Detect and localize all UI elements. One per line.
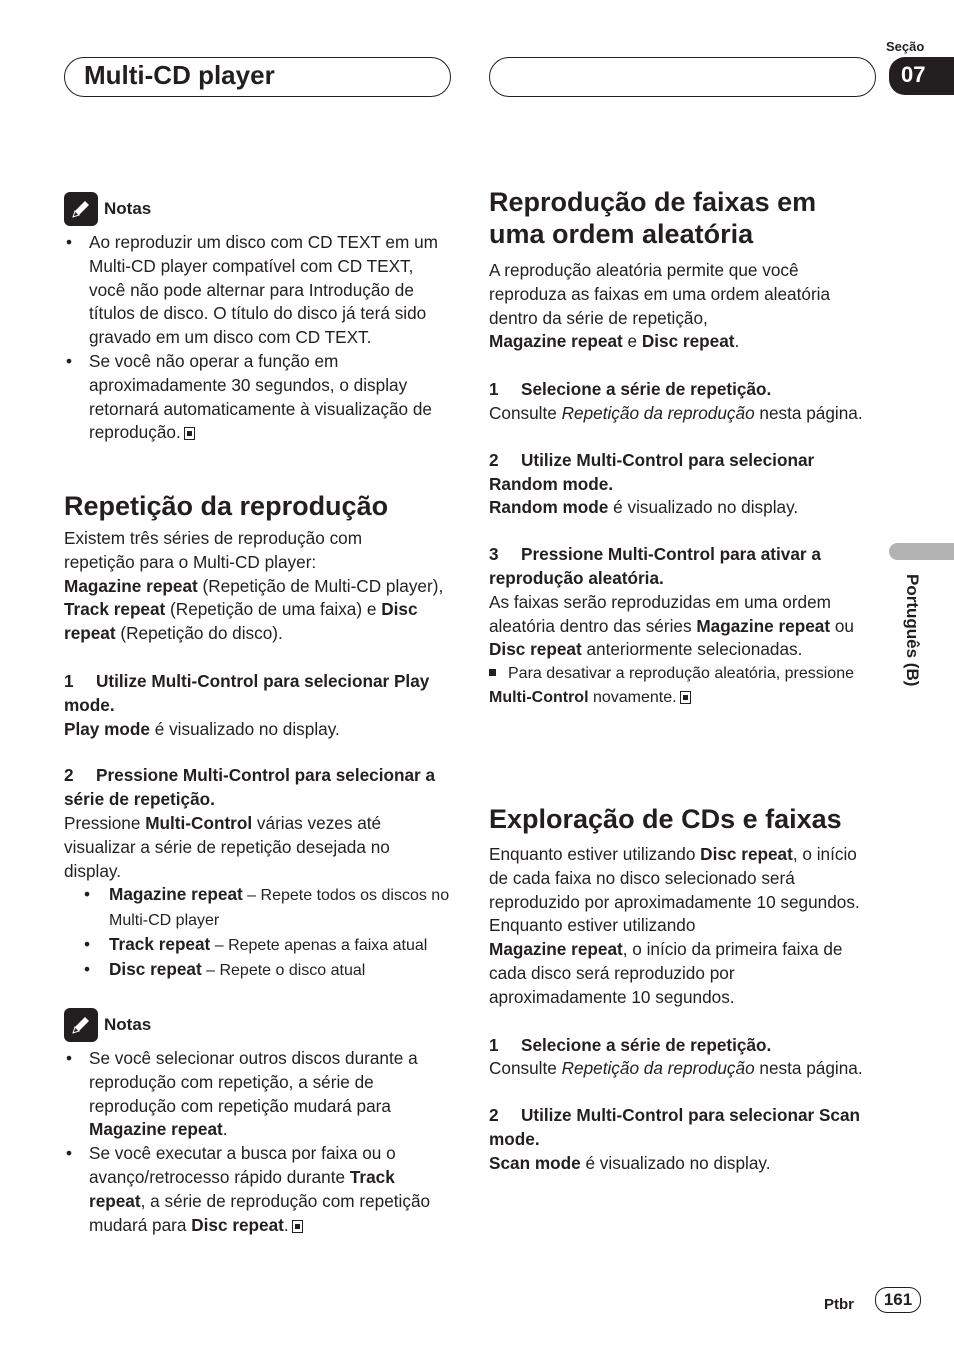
step-1-title: 1 Selecione a série de repetição. xyxy=(489,379,772,400)
step-2-title: 2 Utilize Multi-Control para selecionar Scan mode. xyxy=(489,1105,861,1149)
pencil-note-icon xyxy=(64,192,98,226)
scan-section xyxy=(489,803,877,1176)
section-number-badge: 07 xyxy=(889,57,954,95)
repeat-section xyxy=(64,490,452,983)
random-intro-series: Magazine repeat e Disc repeat. xyxy=(489,331,740,352)
step-2-title: 2 Utilize Multi-Control para selecionar Random mode. xyxy=(489,449,815,494)
step-3-title: 3 Pressione Multi-Control para ativar a reprodução aleatória. xyxy=(489,544,821,588)
step-2-text: Pressione Multi-Control várias vezes até visualizar a série de repetição desejada no display. xyxy=(64,812,390,881)
step-2-text: Scan mode é visualizado no display. xyxy=(489,1152,771,1173)
tip-text: Para desativar a reprodução aleatória, pressione Multi-Control novamente. xyxy=(489,665,854,706)
repeat-intro: Existem três séries de reprodução com repetição para o Multi-CD player: xyxy=(64,528,363,572)
notes-label: Notas xyxy=(104,199,152,219)
random-heading: Reprodução de faixas em uma ordem aleatória xyxy=(489,187,817,249)
end-mark-icon xyxy=(184,427,195,440)
note-item: • Ao reproduzir um disco com CD TEXT em um Multi-CD player compatível com CD TEXT, você não pode alternar para Introdução de títulos de disco. O título do disco já terá sido gravado em um disco com CD TEXT. xyxy=(64,231,452,350)
note-item: • Se você executar a busca por faixa ou o avanço/retrocesso rápido durante Track repeat, a série de reprodução com repetição mudará para Disc repeat. xyxy=(64,1142,452,1237)
step-1-title: 1 Utilize Multi-Control para selecionar Play mode. xyxy=(64,670,430,715)
notes-block-1 xyxy=(64,192,452,445)
step-2-title: 2 Pressione Multi-Control para selecionar a série de repetição. xyxy=(64,765,436,810)
notes-block-2 xyxy=(64,1008,452,1237)
language-tab-bar xyxy=(889,543,954,560)
footer-lang-code: Ptbr xyxy=(824,1296,854,1313)
step-1-text: Consulte Repetição da reprodução nesta página. xyxy=(489,402,863,423)
step-3-text: As faixas serão reproduzidas em uma ordem aleatória dentro das séries Magazine repeat ou Disc repeat anteriormente selecionadas. xyxy=(489,591,854,660)
note-item: • Se você não operar a função em aproximadamente 30 segundos, o display retornará automaticamente à visualização de reprodução. xyxy=(64,350,452,445)
end-mark-icon xyxy=(292,1220,303,1233)
page-number: 161 xyxy=(875,1287,921,1313)
square-bullet-icon xyxy=(489,669,496,676)
step-2-text: Random mode é visualizado no display. xyxy=(489,497,799,518)
language-tab-label: Português (B) xyxy=(903,574,922,687)
option-item: • Track repeat – Repete apenas a faixa atual xyxy=(64,933,452,958)
pencil-note-icon xyxy=(64,1008,98,1042)
note-item: • Se você selecionar outros discos durante a reprodução com repetição, a série de reprodução com repetição mudará para Magazine repeat. xyxy=(64,1047,452,1142)
page-title: Multi-CD player xyxy=(84,60,275,90)
scan-heading: Exploração de CDs e faixas xyxy=(489,804,842,834)
step-1-text: Play mode é visualizado no display. xyxy=(64,718,340,739)
repeat-series-list: Magazine repeat (Repetição de Multi-CD player), Track repeat (Repetição de uma faixa) e Disc repeat (Repetição do disco). xyxy=(64,575,444,644)
end-mark-icon xyxy=(680,691,691,704)
random-intro: A reprodução aleatória permite que você reproduza as faixas em uma ordem aleatória dentro da série de repetição, xyxy=(489,260,831,328)
random-section xyxy=(489,186,877,710)
repeat-heading: Repetição da reprodução xyxy=(64,491,389,521)
option-item: • Magazine repeat – Repete todos os discos no Multi-CD player xyxy=(64,883,452,933)
notes-label: Notas xyxy=(104,1015,152,1035)
step-1-title: 1 Selecione a série de repetição. xyxy=(489,1034,772,1055)
scan-intro: Enquanto estiver utilizando Disc repeat, o início de cada faixa no disco selecionado será reproduzido por aproximadamente 10 segundos. Enquanto estiver utilizando Magazine repeat, o início da primeira faixa de cada disco será reproduzido por aproximadamente 10 segundos. xyxy=(489,844,860,1007)
step-1-text: Consulte Repetição da reprodução nesta página. xyxy=(489,1058,863,1079)
section-label: Seção xyxy=(886,39,925,54)
option-item: • Disc repeat – Repete o disco atual xyxy=(64,958,452,983)
header-blank-box xyxy=(489,57,876,97)
